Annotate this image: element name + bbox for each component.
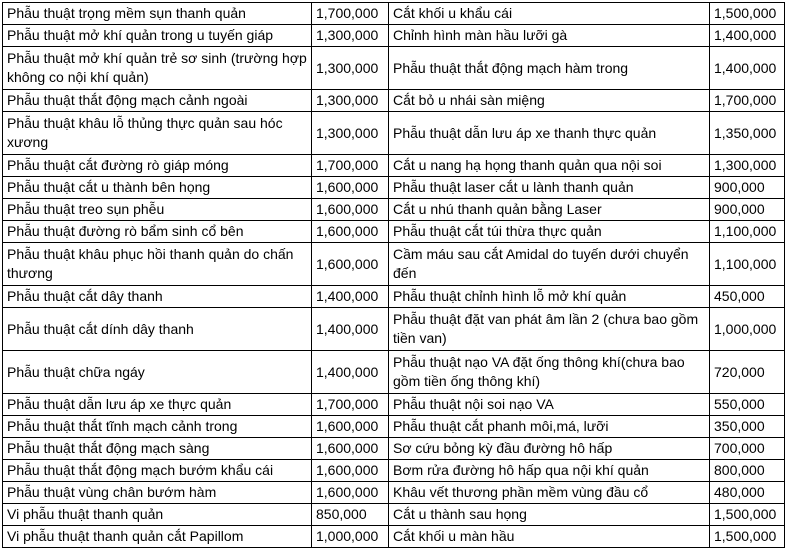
table-row <box>3 243 785 286</box>
price-left: 1,300,000 <box>312 112 389 155</box>
price-right: 1,500,000 <box>710 504 785 526</box>
procedure-name-right: Cắt u nang hạ họng thanh quản qua nội soi <box>389 155 710 177</box>
table-row <box>3 504 785 526</box>
procedure-name-left: Phẫu thuật khâu lỗ thủng thực quản sau hóc xương <box>3 112 312 155</box>
price-left: 1,600,000 <box>312 460 389 482</box>
table-row <box>3 177 785 199</box>
price-table <box>2 2 785 548</box>
procedure-name-right: Phẫu thuật chỉnh hình lỗ mở khí quản <box>389 286 710 308</box>
price-left: 1,300,000 <box>312 25 389 47</box>
procedure-name-right: Phẫu thuật thắt động mạch hàm trong <box>389 47 710 90</box>
table-row <box>3 47 785 90</box>
procedure-name-left: Phẫu thuật thắt động mạch sàng <box>3 438 312 460</box>
table-row <box>3 3 785 25</box>
price-left: 1,600,000 <box>312 243 389 286</box>
procedure-name-left: Phẫu thuật thắt tĩnh mạch cảnh trong <box>3 416 312 438</box>
price-left: 1,600,000 <box>312 221 389 243</box>
price-right: 720,000 <box>710 351 785 394</box>
price-left: 1,300,000 <box>312 90 389 112</box>
table-row <box>3 438 785 460</box>
procedure-name-right: Phẫu thuật cắt túi thừa thực quản <box>389 221 710 243</box>
table-row <box>3 25 785 47</box>
procedure-name-left: Phẫu thuật thắt động mạch cảnh ngoài <box>3 90 312 112</box>
price-right: 900,000 <box>710 177 785 199</box>
procedure-name-left: Phẫu thuật thắt động mạch bướm khẩu cái <box>3 460 312 482</box>
price-right: 1,500,000 <box>710 526 785 548</box>
price-right: 1,400,000 <box>710 25 785 47</box>
procedure-name-right: Sơ cứu bỏng kỳ đầu đường hô hấp <box>389 438 710 460</box>
procedure-name-right: Phẫu thuật laser cắt u lành thanh quản <box>389 177 710 199</box>
price-left: 850,000 <box>312 504 389 526</box>
price-left: 1,600,000 <box>312 199 389 221</box>
table-row <box>3 482 785 504</box>
procedure-name-right: Cắt u thành sau họng <box>389 504 710 526</box>
price-left: 1,600,000 <box>312 416 389 438</box>
table-row <box>3 199 785 221</box>
price-right: 700,000 <box>710 438 785 460</box>
procedure-name-left: Phẫu thuật trọng mềm sụn thanh quản <box>3 3 312 25</box>
price-right: 1,100,000 <box>710 221 785 243</box>
procedure-name-right: Cắt khối u màn hầu <box>389 526 710 548</box>
price-left: 1,300,000 <box>312 47 389 90</box>
procedure-name-left: Phẫu thuật cắt dính dây thanh <box>3 308 312 351</box>
procedure-name-left: Phẫu thuật treo sụn phễu <box>3 199 312 221</box>
table-row <box>3 394 785 416</box>
table-row <box>3 286 785 308</box>
procedure-name-left: Phẫu thuật vùng chân bướm hàm <box>3 482 312 504</box>
price-left: 1,700,000 <box>312 394 389 416</box>
price-left: 1,600,000 <box>312 482 389 504</box>
price-right: 350,000 <box>710 416 785 438</box>
procedure-name-right: Phẫu thuật đặt van phát âm lần 2 (chưa bao gồm tiền van) <box>389 308 710 351</box>
price-left: 1,700,000 <box>312 3 389 25</box>
price-right: 1,500,000 <box>710 3 785 25</box>
price-right: 1,350,000 <box>710 112 785 155</box>
procedure-name-left: Vi phẫu thuật thanh quản <box>3 504 312 526</box>
procedure-name-left: Phẫu thuật cắt dây thanh <box>3 286 312 308</box>
procedure-name-right: Khâu vết thương phần mềm vùng đầu cổ <box>389 482 710 504</box>
price-right: 1,300,000 <box>710 155 785 177</box>
procedure-name-left: Phẫu thuật mở khí quản trong u tuyến giáp <box>3 25 312 47</box>
price-right: 1,400,000 <box>710 47 785 90</box>
procedure-name-right: Cắt khối u khẩu cái <box>389 3 710 25</box>
procedure-name-left: Phẫu thuật chữa ngáy <box>3 351 312 394</box>
procedure-name-left: Phẫu thuật cắt u thành bên họng <box>3 177 312 199</box>
price-left: 1,700,000 <box>312 155 389 177</box>
price-left: 1,400,000 <box>312 308 389 351</box>
procedure-name-right: Cắt bỏ u nhái sàn miệng <box>389 90 710 112</box>
price-right: 1,700,000 <box>710 90 785 112</box>
table-row <box>3 416 785 438</box>
table-row <box>3 460 785 482</box>
price-left: 1,000,000 <box>312 526 389 548</box>
price-table-body <box>3 3 785 548</box>
procedure-name-left: Phẫu thuật dẫn lưu áp xe thực quản <box>3 394 312 416</box>
price-right: 1,000,000 <box>710 308 785 351</box>
procedure-name-right: Phẫu thuật nạo VA đặt ống thông khí(chưa bao gồm tiền ống thông khí) <box>389 351 710 394</box>
table-row <box>3 351 785 394</box>
procedure-name-left: Phẫu thuật khâu phục hồi thanh quản do chấn thương <box>3 243 312 286</box>
price-right: 550,000 <box>710 394 785 416</box>
price-left: 1,400,000 <box>312 286 389 308</box>
price-right: 1,100,000 <box>710 243 785 286</box>
table-row <box>3 155 785 177</box>
procedure-name-right: Bơm rửa đường hô hấp qua nội khí quản <box>389 460 710 482</box>
price-right: 800,000 <box>710 460 785 482</box>
procedure-name-left: Phẫu thuật đường rò bẩm sinh cổ bên <box>3 221 312 243</box>
procedure-name-right: Cầm máu sau cắt Amidal do tuyến dưới chuyển đến <box>389 243 710 286</box>
procedure-name-right: Phẫu thuật cắt phanh môi,má, lưỡi <box>389 416 710 438</box>
price-left: 1,400,000 <box>312 351 389 394</box>
price-right: 450,000 <box>710 286 785 308</box>
procedure-name-right: Phẫu thuật nội soi nạo VA <box>389 394 710 416</box>
table-row <box>3 526 785 548</box>
procedure-name-left: Vi phẫu thuật thanh quản cắt Papillom <box>3 526 312 548</box>
procedure-name-left: Phẫu thuật mở khí quản trẻ sơ sinh (trường hợp không co nội khí quản) <box>3 47 312 90</box>
table-row <box>3 308 785 351</box>
procedure-name-left: Phẫu thuật cắt đường rò giáp móng <box>3 155 312 177</box>
table-row <box>3 221 785 243</box>
procedure-name-right: Chỉnh hình màn hầu lưỡi gà <box>389 25 710 47</box>
price-left: 1,600,000 <box>312 438 389 460</box>
price-left: 1,600,000 <box>312 177 389 199</box>
table-row <box>3 90 785 112</box>
procedure-name-right: Phẫu thuật dẫn lưu áp xe thanh thực quản <box>389 112 710 155</box>
price-right: 480,000 <box>710 482 785 504</box>
table-row <box>3 112 785 155</box>
procedure-name-right: Cắt u nhú thanh quản bằng Laser <box>389 199 710 221</box>
price-right: 900,000 <box>710 199 785 221</box>
